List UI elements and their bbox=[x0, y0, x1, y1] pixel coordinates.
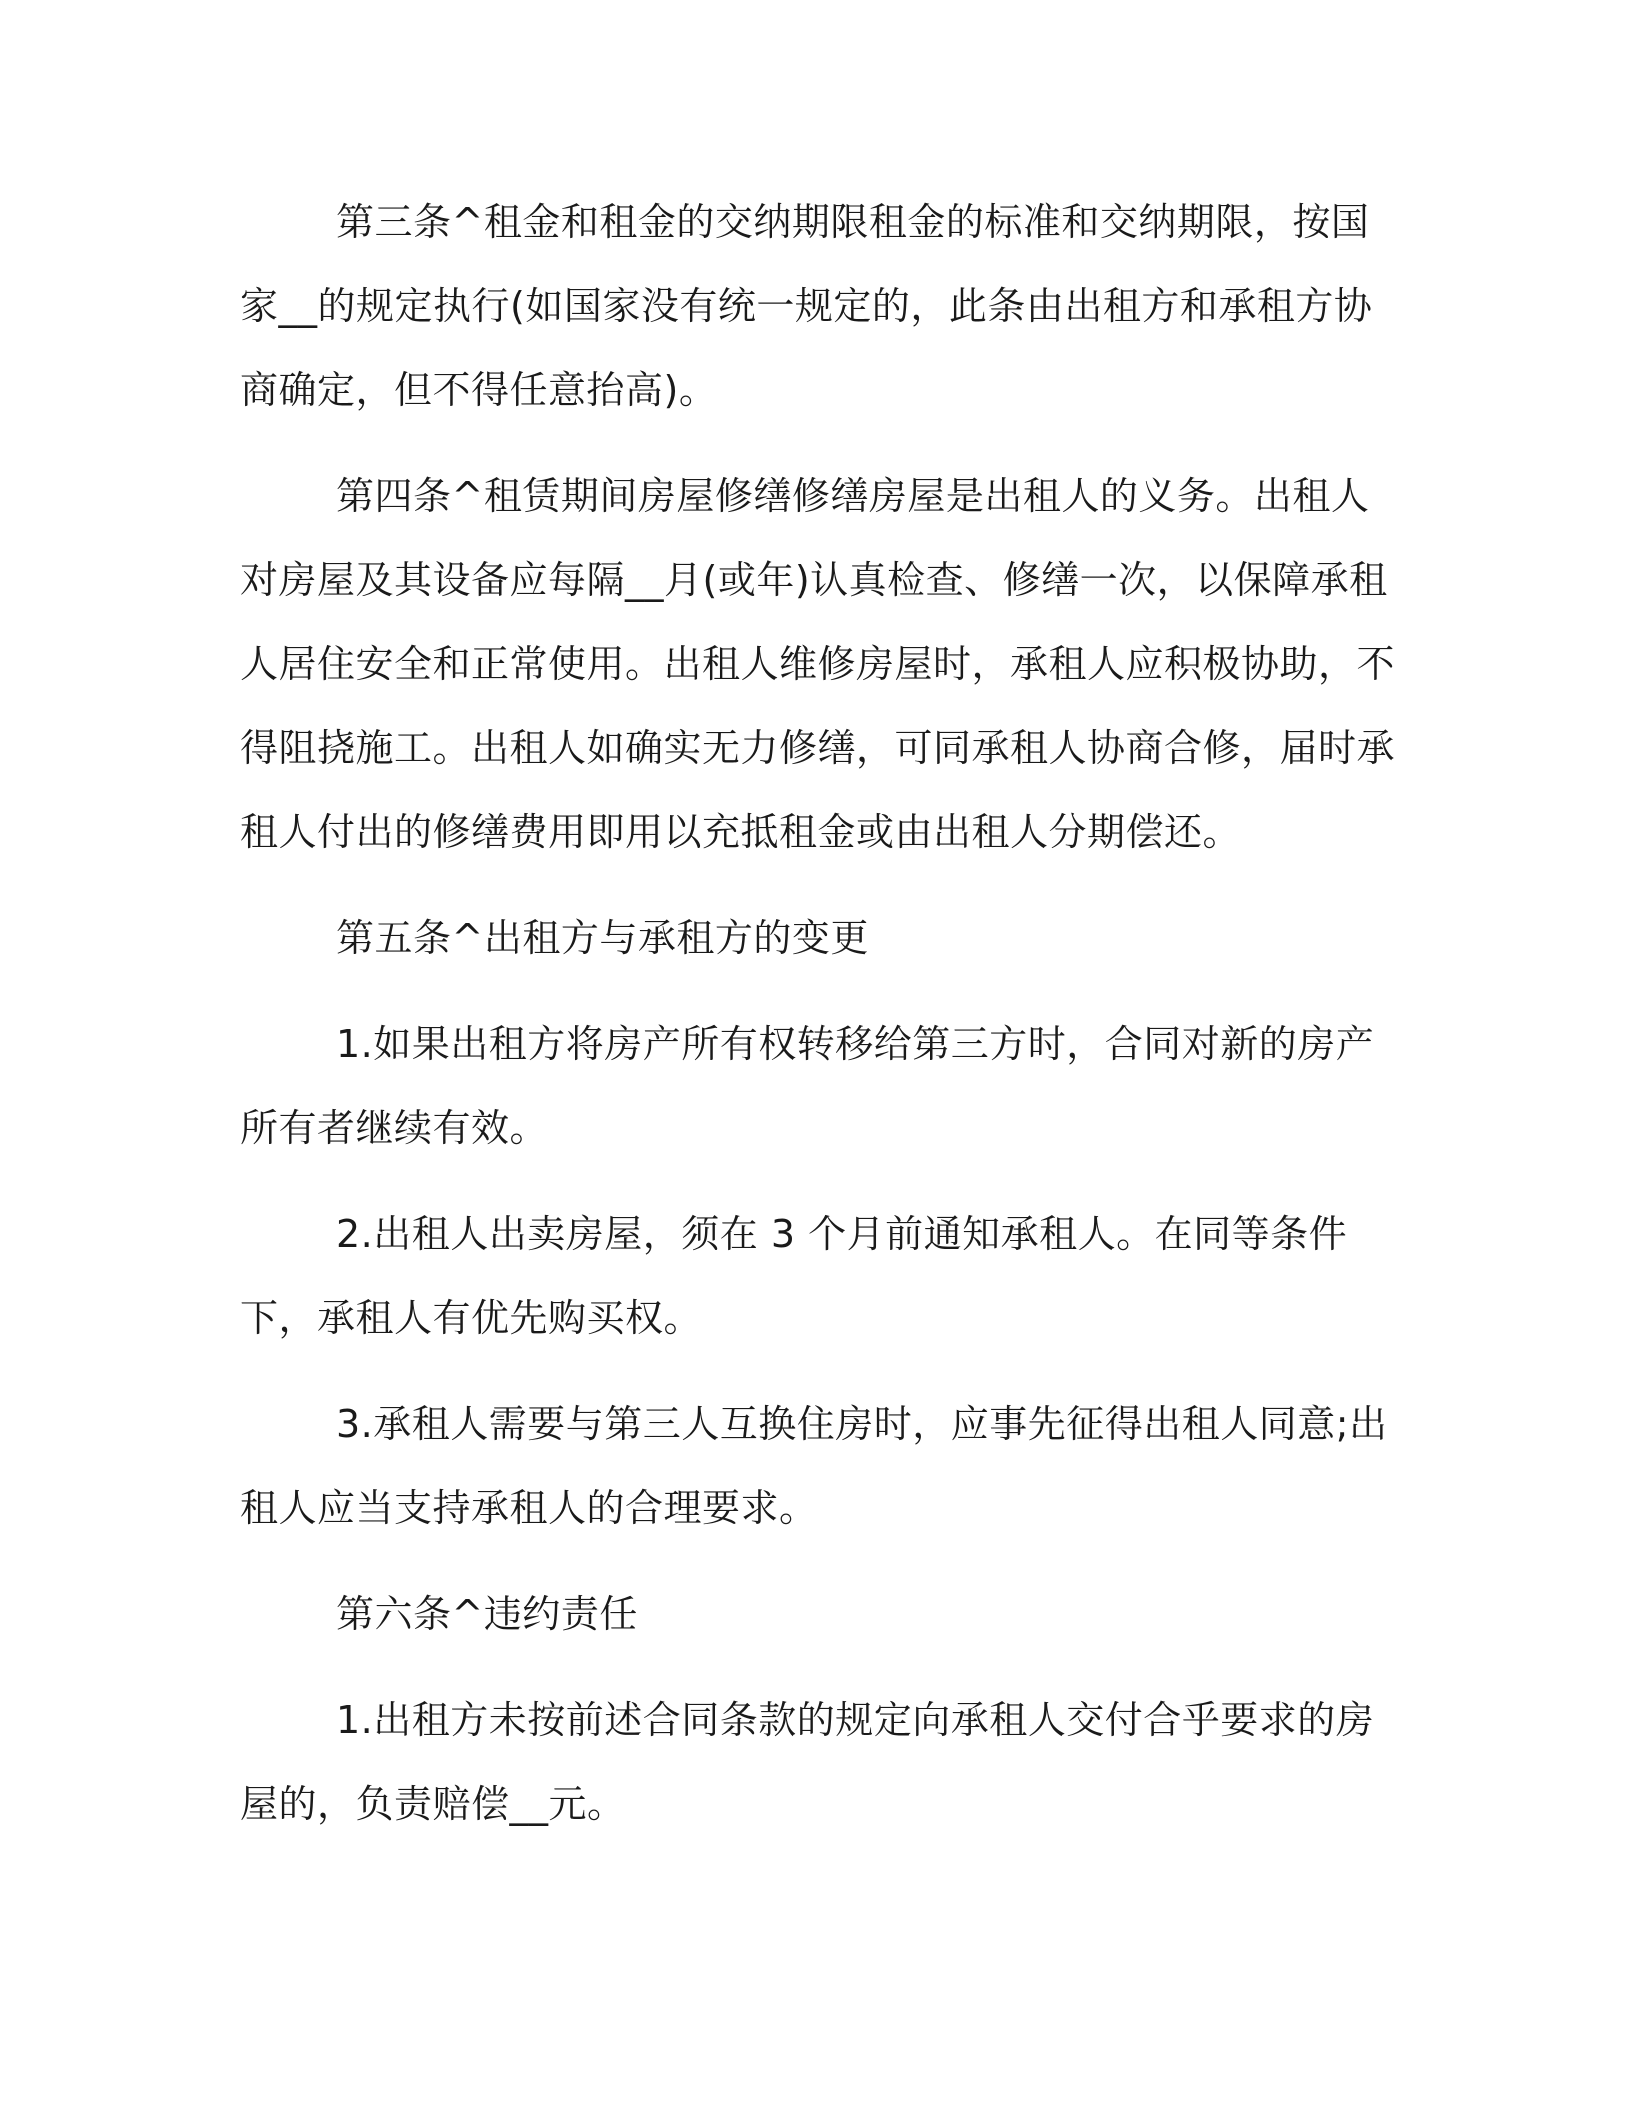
article-3-rent-payment: 第三条^租金和租金的交纳期限租金的标准和交纳期限，按国家__的规定执行(如国家没有统一规定的，此条由出租方和承租方协商确定，但不得任意抬高)。 bbox=[240, 200, 1373, 412]
article-5-item-1: 1.如果出租方将房产所有权转移给第三方时，合同对新的房产所有者继续有效。 bbox=[240, 1022, 1375, 1150]
article-5-heading: 第五条^出租方与承租方的变更 bbox=[336, 916, 869, 960]
article-6-heading: 第六条^违约责任 bbox=[336, 1592, 638, 1636]
article-6-item-1: 1.出租方未按前述合同条款的规定向承租人交付合乎要求的房屋的，负责赔偿__元。 bbox=[240, 1698, 1375, 1826]
article-5-item-3: 3.承租人需要与第三人互换住房时，应事先征得出租人同意;出租人应当支持承租人的合理要求。 bbox=[240, 1402, 1388, 1530]
article-4-repairs: 第四条^租赁期间房屋修缮修缮房屋是出租人的义务。出租人对房屋及其设备应每隔__月(或年)认真检查、修缮一次，以保障承租人居住安全和正常使用。出租人维修房屋时，承租人应积极协助，不得阻挠施工。出租人如确实无力修缮，可同承租人协商合修，届时承租人付出的修缮费用即用以充抵租金或由出租人分期偿还。 bbox=[240, 474, 1396, 854]
document-body bbox=[240, 180, 1400, 1868]
article-5-item-2: 2.出租人出卖房屋，须在 3 个月前通知承租人。在同等条件下，承租人有优先购买权。 bbox=[240, 1212, 1348, 1340]
